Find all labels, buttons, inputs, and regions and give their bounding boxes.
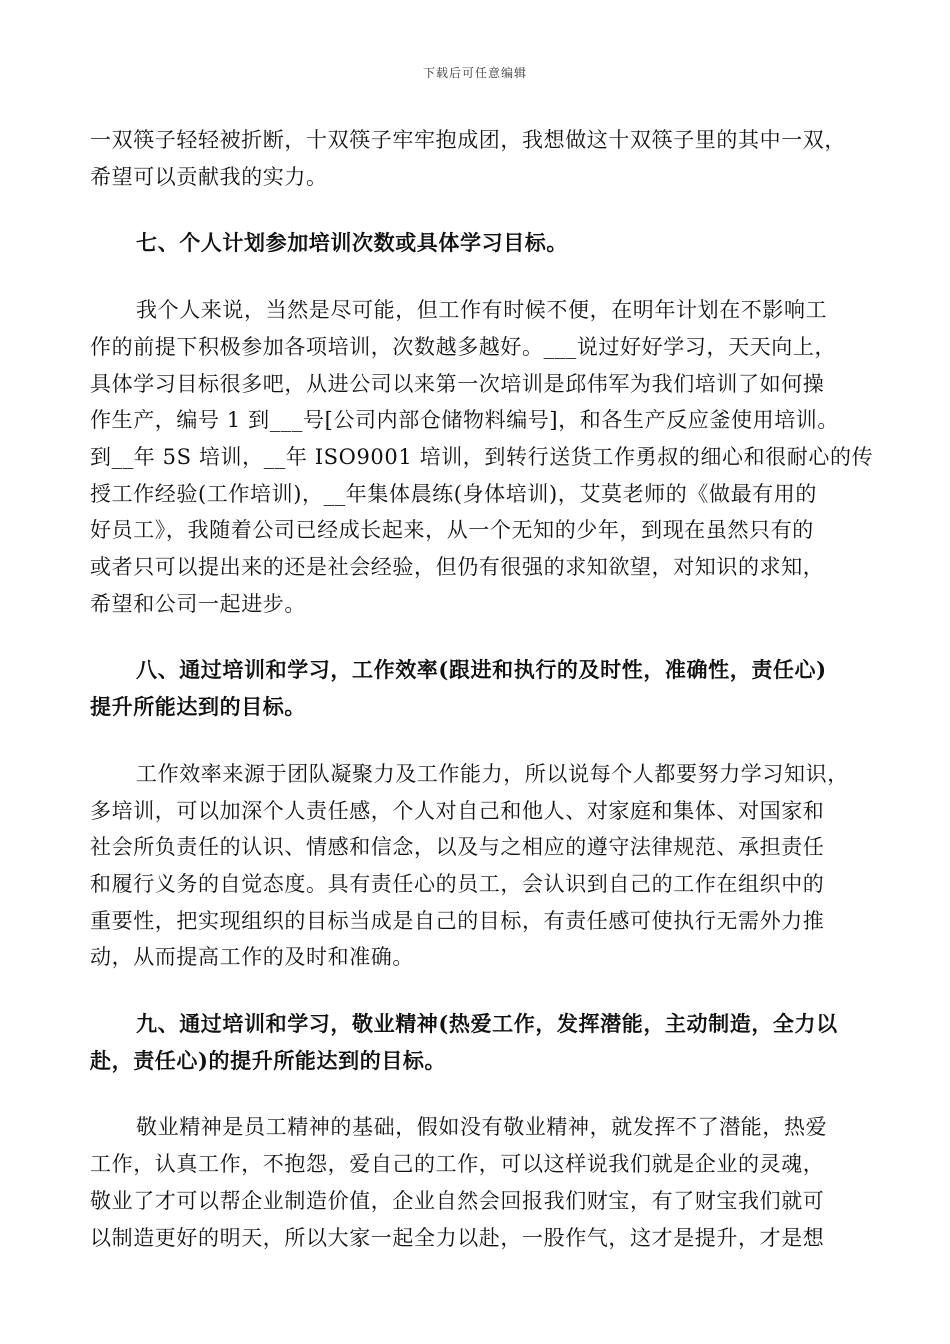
paragraph-7 xyxy=(90,292,874,622)
heading-line: 提升所能达到的目标。 xyxy=(90,694,306,720)
text-line: 多培训，可以加深个人责任感，个人对自己和他人、对家庭和集体、对国家和 xyxy=(90,798,825,823)
text-line: 我个人来说，当然是尽可能，但工作有时候不便，在明年计划在不影响工 xyxy=(136,298,828,323)
section-heading-9 xyxy=(90,1006,860,1079)
heading-line: 七、个人计划参加培训次数或具体学习目标。 xyxy=(136,230,568,256)
text-line: 授工作经验(工作培训)，__年集体晨练(身体培训)，艾莫老师的《做最有用的 xyxy=(90,481,817,506)
paragraph-8 xyxy=(90,756,860,976)
text-line: 好员工》，我随着公司已经成长起来，从一个无知的少年，到现在虽然只有的 xyxy=(90,518,814,543)
text-line: 和履行义务的自觉态度。具有责任心的员工，会认识到自己的工作在组织中的 xyxy=(90,871,825,896)
page-header: 下载后可任意编辑 xyxy=(422,66,527,80)
text-line: 或者只可以提出来的还是社会经验，但仍有很强的求知欲望，对知识的求知， xyxy=(90,555,825,580)
text-line: 重要性，把实现组织的目标当成是自己的目标，有责任感可使执行无需外力推 xyxy=(90,908,825,933)
paragraph-intro xyxy=(90,122,860,195)
text-line: 一双筷子轻轻被折断，十双筷子牢牢抱成团，我想做这十双筷子里的其中一双， xyxy=(90,128,846,152)
text-line: 作的前提下积极参加各项培训，次数越多越好。___说过好好学习，天天向上， xyxy=(90,334,837,359)
text-line: 社会所负责任的认识、情感和信念，以及与之相应的遵守法律规范、承担责任 xyxy=(90,835,825,860)
section-heading-8 xyxy=(90,652,860,725)
text-line: 具体学习目标很多吧，从进公司以来第一次培训是邱伟军为我们培训了如何操 xyxy=(90,371,825,396)
text-line: 希望可以贡献我的实力。 xyxy=(90,164,328,189)
text-line: 工作效率来源于团队凝聚力及工作能力，所以说每个人都要努力学习知识， xyxy=(136,761,849,786)
heading-line: 八、通过培训和学习，工作效率(跟进和执行的及时性，准确性，责任心) xyxy=(136,657,827,683)
text-line: 敬业了才可以帮企业制造价值，企业自然会回报我们财宝，有了财宝我们就可 xyxy=(90,1188,825,1213)
text-line: 希望和公司一起进步。 xyxy=(90,591,306,616)
heading-line: 赴，责任心)的提升所能达到的目标。 xyxy=(90,1047,447,1073)
text-line: 到__年 5S 培训，__年 ISO9001 培训，到转行送货工作勇叔的细心和很耐心的传 xyxy=(90,444,874,469)
text-line: 以制造更好的明天，所以大家一起全力以赴，一股作气，这才是提升，才是想 xyxy=(90,1225,825,1250)
text-line: 敬业精神是员工精神的基础，假如没有敬业精神，就发挥不了潜能，热爱 xyxy=(136,1115,828,1140)
paragraph-9 xyxy=(90,1109,860,1256)
heading-line: 九、通过培训和学习，敬业精神(热爱工作，发挥潜能，主动制造，全力以 xyxy=(136,1011,838,1037)
text-line: 动，从而提高工作的及时和准确。 xyxy=(90,945,414,970)
text-line: 作生产，编号 1 到___号[公司内部仓储物料编号]，和各生产反应釜使用培训。 xyxy=(90,408,839,433)
text-line: 工作，认真工作，不抱怨，爱自己的工作，可以这样说我们就是企业的灵魂， xyxy=(90,1152,825,1177)
document-body xyxy=(90,122,874,1256)
section-heading-7 xyxy=(90,225,860,262)
